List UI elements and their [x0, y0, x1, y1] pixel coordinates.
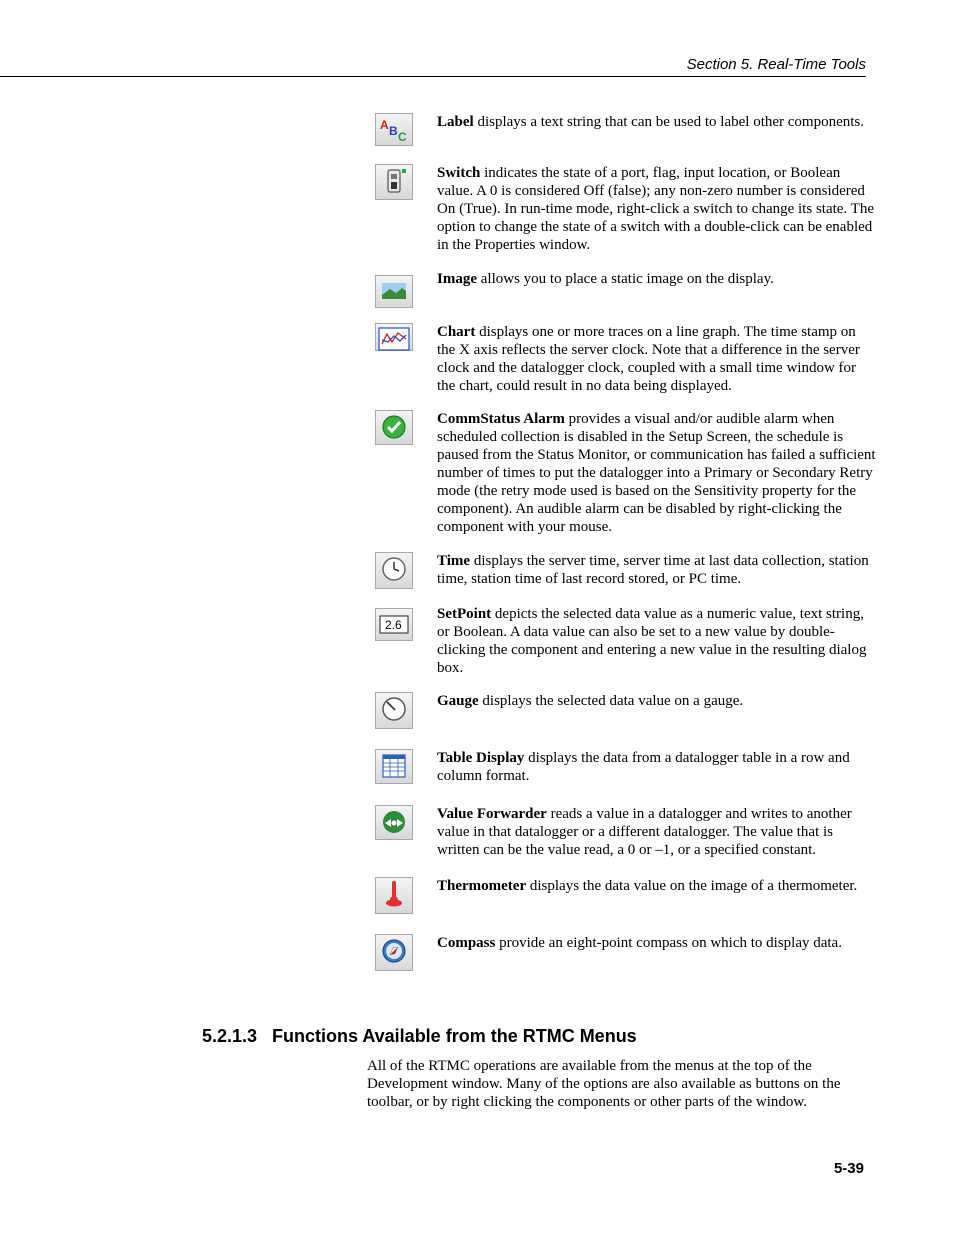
section-heading: [202, 1026, 637, 1047]
component-description: Switch indicates the state of a port, flag, input location, or Boolean value. A 0 is considered Off (false); any non-zero number is considered On (True). In run-time mode, right-click a switch to change its state. The option to change the state of a switch with a double-click can be enabled in the Properties window.: [437, 165, 874, 253]
image-icon: [375, 275, 413, 308]
compass-icon: [375, 934, 413, 971]
component-name: Label: [437, 114, 474, 130]
section-paragraph: All of the RTMC operations are available from the menus at the top of the Development window. Many of the options are also available as buttons on the toolbar, or by right clicking the components or other parts of the window.: [367, 1058, 841, 1110]
value-forwarder-icon: [375, 805, 413, 840]
thermometer-icon: [375, 877, 413, 914]
svg-text:B: B: [389, 124, 398, 138]
section-number: 5.2.1.3: [202, 1026, 258, 1046]
component-name: SetPoint: [437, 606, 492, 622]
component-description: Table Display displays the data from a datalogger table in a row and column format.: [437, 750, 850, 784]
component-name: Image: [437, 271, 477, 287]
chart-icon: [375, 323, 413, 351]
component-name: Table Display: [437, 750, 525, 766]
svg-text:A: A: [380, 118, 389, 132]
component-description: Label displays a text string that can be used to label other components.: [437, 114, 865, 130]
component-description: Thermometer displays the data value on the image of a thermometer.: [437, 878, 858, 894]
component-description: CommStatus Alarm provides a visual and/or audible alarm when scheduled collection is disabled in the Setup Screen, the schedule is paused from the Status Monitor, or communication has failed a sufficient number of times to put the datalogger into a Primary or Secondary Retry mode (the retry mode used is based on the Sensitivity property for the component). An audible alarm can be disabled by right-clicking the component with your mouse.: [437, 411, 876, 535]
switch-icon: [375, 164, 413, 200]
component-name: Time: [437, 553, 471, 569]
component-description: Compass provide an eight-point compass on which to display data.: [437, 935, 842, 951]
component-description: Image allows you to place a static image on the display.: [437, 271, 774, 287]
table-display-icon: [375, 749, 413, 784]
component-description: SetPoint depicts the selected data value as a numeric value, text string, or Boolean. A data value can also be set to a new value by double-clicking the component and entering a new value in the resulting dialog box.: [437, 606, 867, 676]
gauge-icon: [375, 692, 413, 729]
component-name: Gauge: [437, 693, 479, 709]
clock-icon: [375, 552, 413, 589]
page-header: [0, 54, 866, 77]
setpoint-icon-value: 2.6: [385, 618, 402, 632]
component-description: Time displays the server time, server time at last data collection, station time, station time of last record stored, or PC time.: [437, 553, 869, 587]
page-number: 5-39: [833, 1160, 864, 1177]
component-name: Chart: [437, 324, 476, 340]
component-name: Compass: [437, 935, 496, 951]
component-name: Thermometer: [437, 878, 527, 894]
component-description: Chart displays one or more traces on a line graph. The time stamp on the X axis reflects the server clock. Note that a difference in the server clock and the datalogger clock, coupled with a small time window for the chart, could result in no data being displayed.: [437, 324, 860, 394]
component-name: Switch: [437, 165, 481, 181]
label-abc-icon: [375, 113, 413, 146]
component-name: CommStatus Alarm: [437, 411, 565, 427]
component-description: Value Forwarder reads a value in a datalogger and writes to another value in that datalogger or a different datalogger. The value that is written can be the value read, a 0 or –1, or a specified constant.: [437, 806, 852, 858]
svg-text:C: C: [398, 130, 407, 144]
commstatus-alarm-icon: [375, 410, 413, 445]
section-title: Functions Available from the RTMC Menus: [272, 1026, 637, 1046]
section-running-head: Section 5. Real-Time Tools: [686, 56, 866, 73]
component-name: Value Forwarder: [437, 806, 547, 822]
component-description: Gauge displays the selected data value on a gauge.: [437, 693, 744, 709]
setpoint-icon: [375, 608, 413, 641]
